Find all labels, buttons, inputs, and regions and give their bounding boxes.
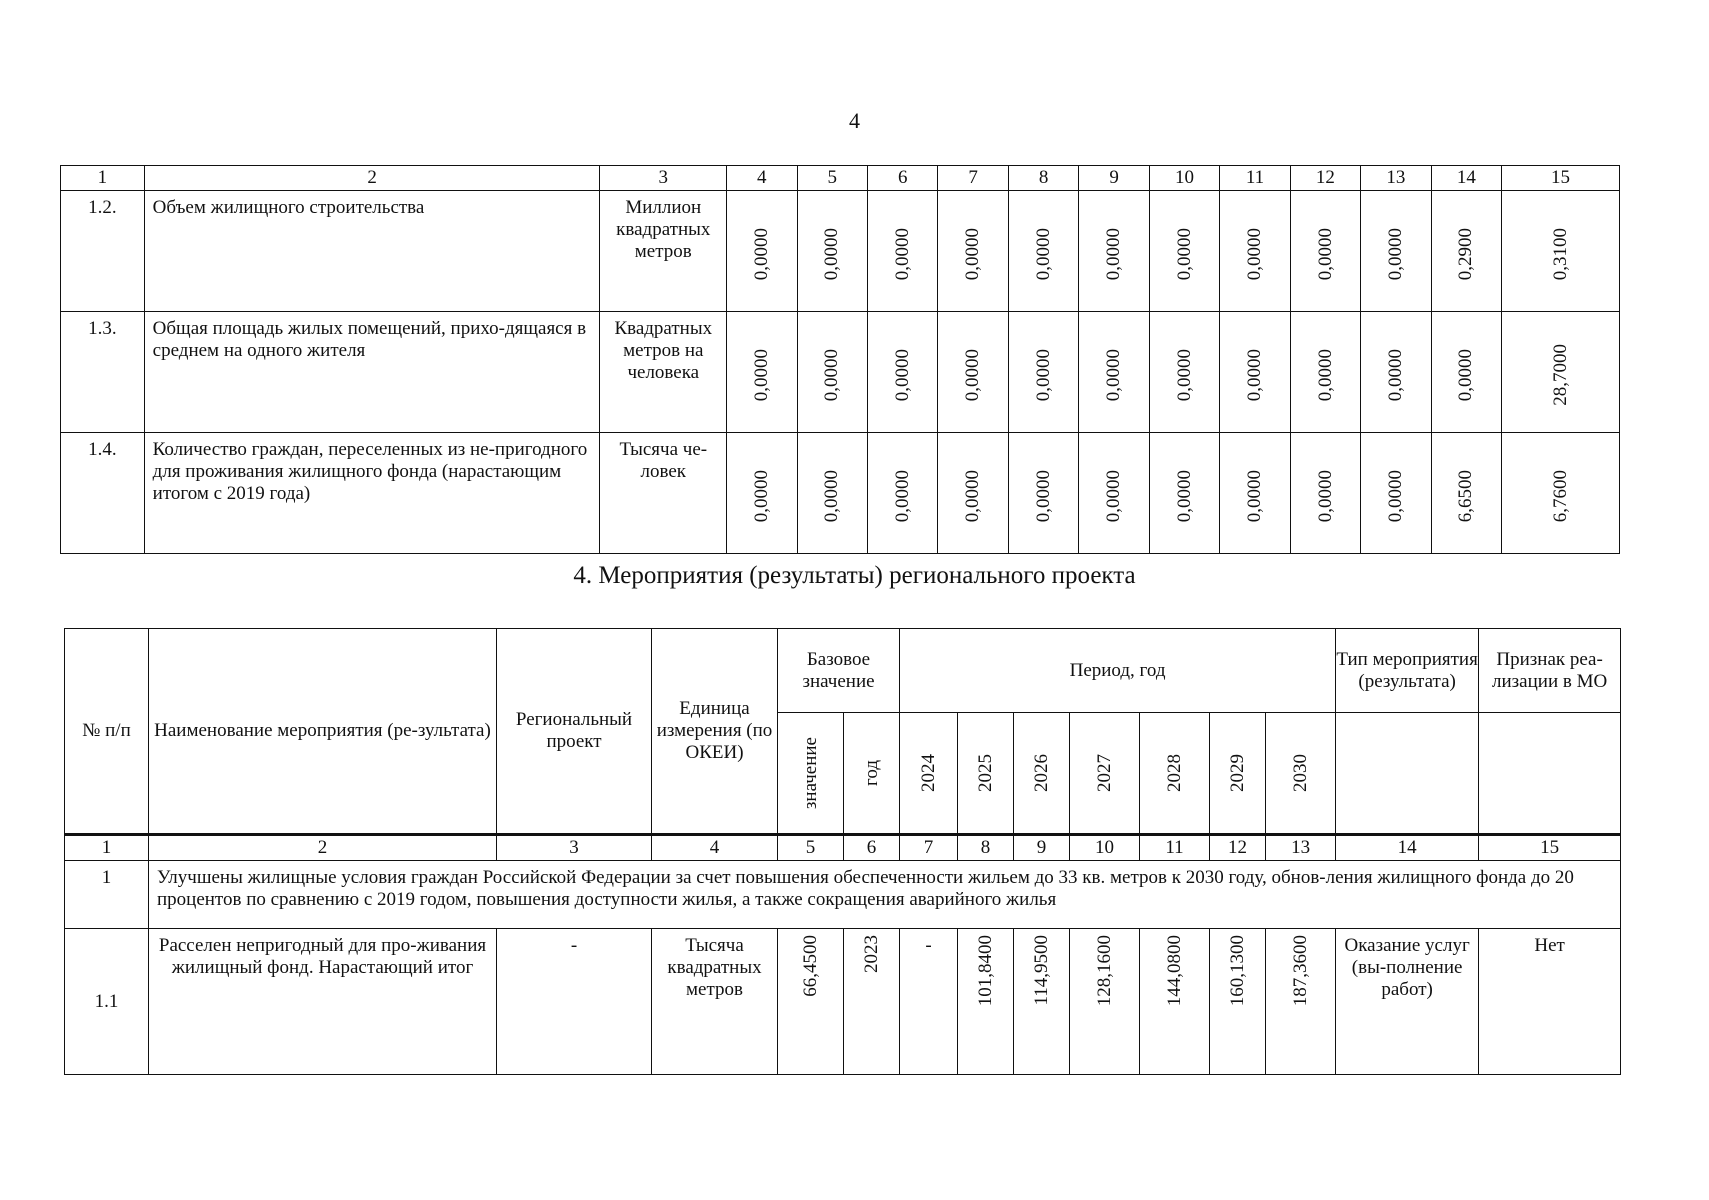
col-number: 3: [600, 166, 727, 191]
value-text: 0,0000: [962, 227, 984, 281]
value-cell: [1361, 312, 1431, 433]
header-type: Тип мероприятия (результата): [1336, 629, 1479, 713]
value-cell: [727, 312, 797, 433]
indicators-header-row: [61, 166, 1620, 191]
col-number: 6: [844, 835, 900, 861]
indicator-unit: Миллион квадратных метров: [600, 191, 727, 312]
col-number: 5: [797, 166, 867, 191]
header-sign: Признак реа-лизации в МО: [1479, 629, 1621, 713]
period-value: 128,1600: [1093, 935, 1115, 1007]
value-cell: [1079, 433, 1149, 554]
value-cell: [1431, 191, 1501, 312]
item-project: -: [497, 929, 652, 1075]
indicators-table: [60, 165, 1620, 554]
value-text: 0,0000: [1314, 469, 1336, 523]
year-header: [1014, 713, 1070, 835]
value-text: 0,0000: [1384, 348, 1406, 402]
value-text: 0,0000: [1032, 227, 1054, 281]
value-text: 0,0000: [1384, 469, 1406, 523]
table-row: [61, 433, 1620, 554]
indicator-name: Общая площадь жилых помещений, прихо-дящаяся в среднем на одного жителя: [144, 312, 600, 433]
value-cell: [938, 191, 1008, 312]
item-name: Расселен непригодный для про-живания жилищный фонд. Нарастающий итог: [149, 929, 497, 1075]
item-type: Оказание услуг (вы-полнение работ): [1336, 929, 1479, 1075]
value-cell: [1008, 433, 1078, 554]
value-cell: [727, 191, 797, 312]
base-year: 2023: [860, 935, 882, 973]
year-header: [958, 713, 1014, 835]
value-cell: [1502, 312, 1620, 433]
col-number: 12: [1290, 166, 1360, 191]
value-cell: [867, 191, 937, 312]
col-number: 7: [938, 166, 1008, 191]
value-text: 0,0000: [821, 227, 843, 281]
value-text: 0,0000: [962, 469, 984, 523]
section-title: 4. Мероприятия (результаты) регионального проекта: [573, 562, 1136, 589]
col-number: 12: [1210, 835, 1266, 861]
col-number: 9: [1079, 166, 1149, 191]
year-text: 2025: [974, 754, 996, 792]
year-text: 2027: [1093, 754, 1115, 792]
value-cell: [1149, 191, 1219, 312]
col-number: 7: [900, 835, 958, 861]
indicator-unit: Квадратных метров на человека: [600, 312, 727, 433]
indicator-unit: Тысяча че-ловек: [600, 433, 727, 554]
value-cell: [938, 312, 1008, 433]
col-number: 6: [867, 166, 937, 191]
value-text: 6,7600: [1549, 469, 1571, 523]
header-unit: Единица измерения (по ОКЕИ): [652, 629, 778, 835]
col-number: 13: [1266, 835, 1336, 861]
value-cell: [1008, 312, 1078, 433]
row-number: 1.3.: [61, 312, 145, 433]
goal-text: Улучшены жилищные условия граждан Российской Федерации за счет повышения обеспеченности жильем до 33 кв. метров к 2030 году, обнов-ления жилищного фонда до 20 процентов по сравнению с 2019 годом, повышения доступности жилья, а также сокращения аварийного жилья: [149, 861, 1621, 929]
col-number: 11: [1140, 835, 1210, 861]
year-text: 2029: [1226, 754, 1248, 792]
value-text: 0,2900: [1455, 227, 1477, 281]
header-type-empty: [1336, 713, 1479, 835]
header-period: Период, год: [900, 629, 1336, 713]
value-cell: [1502, 433, 1620, 554]
value-text: 0,0000: [1032, 469, 1054, 523]
col-number: 9: [1014, 835, 1070, 861]
table-row: [61, 312, 1620, 433]
value-cell: [797, 312, 867, 433]
header-year: [844, 713, 900, 835]
year-header: [1210, 713, 1266, 835]
value-cell: [727, 433, 797, 554]
item-unit: Тысяча квадратных метров: [652, 929, 778, 1075]
year-text: 2026: [1030, 754, 1052, 792]
value-cell: [867, 433, 937, 554]
value-text: 0,0000: [1244, 348, 1266, 402]
base-year-cell: [844, 929, 900, 1075]
item-number: 1.1: [65, 929, 149, 1075]
year-header: [1140, 713, 1210, 835]
header-value: [778, 713, 844, 835]
value-cell: [1290, 191, 1360, 312]
period-value: 114,9500: [1030, 935, 1052, 1006]
value-text: 0,0000: [1103, 227, 1125, 281]
base-value: 66,4500: [799, 935, 821, 997]
header-sign-empty: [1479, 713, 1621, 835]
table-row: [61, 191, 1620, 312]
col-number: 4: [727, 166, 797, 191]
value-text: 0,0000: [891, 227, 913, 281]
value-text: 0,0000: [750, 227, 772, 281]
value-text: 0,0000: [891, 469, 913, 523]
period-value-cell: [1070, 929, 1140, 1075]
value-text: 0,0000: [1103, 469, 1125, 523]
period-value: 144,0800: [1163, 935, 1185, 1007]
col-number: 14: [1336, 835, 1479, 861]
col-number: 15: [1479, 835, 1621, 861]
value-text: 0,0000: [1244, 469, 1266, 523]
value-text: 0,0000: [1455, 348, 1477, 402]
value-text: 0,0000: [821, 348, 843, 402]
value-text: 0,0000: [1244, 227, 1266, 281]
value-text: 0,0000: [1384, 227, 1406, 281]
col-number: 8: [1008, 166, 1078, 191]
value-cell: [1079, 312, 1149, 433]
year-header: [1070, 713, 1140, 835]
year-text: 2028: [1163, 754, 1185, 792]
page-number: 4: [849, 108, 860, 133]
year-header: [1266, 713, 1336, 835]
value-text: 0,0000: [750, 348, 772, 402]
header-base: Базовое значение: [778, 629, 900, 713]
col-number: 13: [1361, 166, 1431, 191]
value-text: 0,3100: [1549, 227, 1571, 281]
item-sign: Нет: [1479, 929, 1621, 1075]
value-cell: [1361, 191, 1431, 312]
col-number: 4: [652, 835, 778, 861]
value-text: 0,0000: [962, 348, 984, 402]
header-year-text: год: [860, 760, 882, 786]
base-value-cell: [778, 929, 844, 1075]
year-header: [900, 713, 958, 835]
value-cell: [1149, 433, 1219, 554]
col-number: 11: [1220, 166, 1290, 191]
value-cell: [1290, 312, 1360, 433]
value-cell: [1431, 312, 1501, 433]
row-number: 1.4.: [61, 433, 145, 554]
value-text: 0,0000: [821, 469, 843, 523]
col-number: 2: [144, 166, 600, 191]
table-row: [65, 929, 1621, 1075]
column-numbers-row: [65, 835, 1621, 861]
header-num: № п/п: [65, 629, 149, 835]
period-value: 187,3600: [1289, 935, 1311, 1007]
value-cell: [1149, 312, 1219, 433]
period-value: 160,1300: [1226, 935, 1248, 1007]
col-number: 1: [65, 835, 149, 861]
value-text: 0,0000: [1103, 348, 1125, 402]
col-number: 10: [1149, 166, 1219, 191]
goal-number: 1: [65, 861, 149, 929]
year-text: 2030: [1289, 754, 1311, 792]
col-number: 5: [778, 835, 844, 861]
value-cell: [1220, 433, 1290, 554]
activities-table: [64, 628, 1621, 1075]
value-text: 0,0000: [1173, 348, 1195, 402]
value-text: 0,0000: [891, 348, 913, 402]
value-cell: [1290, 433, 1360, 554]
indicator-name: Объем жилищного строительства: [144, 191, 600, 312]
header-value-text: значение: [799, 736, 821, 810]
header-row-top: [65, 629, 1621, 713]
period-value-cell: [900, 929, 958, 1075]
value-text: 0,0000: [1032, 348, 1054, 402]
value-cell: [1502, 191, 1620, 312]
value-text: 0,0000: [1173, 227, 1195, 281]
value-cell: [1079, 191, 1149, 312]
indicator-name: Количество граждан, переселенных из не-пригодного для проживания жилищного фонда (нарастающим итогом с 2019 года): [144, 433, 600, 554]
value-text: 0,0000: [1173, 469, 1195, 523]
value-cell: [1431, 433, 1501, 554]
value-cell: [1008, 191, 1078, 312]
period-value-cell: [1140, 929, 1210, 1075]
value-text: 0,0000: [750, 469, 772, 523]
period-value-cell: [1266, 929, 1336, 1075]
period-value-cell: [958, 929, 1014, 1075]
col-number: 10: [1070, 835, 1140, 861]
col-number: 2: [149, 835, 497, 861]
value-cell: [867, 312, 937, 433]
value-cell: [1220, 312, 1290, 433]
year-text: 2024: [917, 754, 939, 792]
period-value: -: [925, 935, 932, 956]
col-number: 15: [1502, 166, 1620, 191]
row-number: 1.2.: [61, 191, 145, 312]
col-number: 3: [497, 835, 652, 861]
value-text: 0,0000: [1314, 227, 1336, 281]
value-text: 0,0000: [1314, 348, 1336, 402]
value-text: 6,6500: [1455, 469, 1477, 523]
col-number: 1: [61, 166, 145, 191]
goal-row: [65, 861, 1621, 929]
value-cell: [1220, 191, 1290, 312]
col-number: 14: [1431, 166, 1501, 191]
value-cell: [1361, 433, 1431, 554]
col-number: 8: [958, 835, 1014, 861]
header-project: Региональный проект: [497, 629, 652, 835]
period-value-cell: [1210, 929, 1266, 1075]
header-name: Наименование мероприятия (ре-зультата): [149, 629, 497, 835]
period-value: 101,8400: [974, 935, 996, 1007]
period-value-cell: [1014, 929, 1070, 1075]
value-text: 28,7000: [1549, 344, 1571, 406]
value-cell: [797, 433, 867, 554]
value-cell: [938, 433, 1008, 554]
value-cell: [797, 191, 867, 312]
